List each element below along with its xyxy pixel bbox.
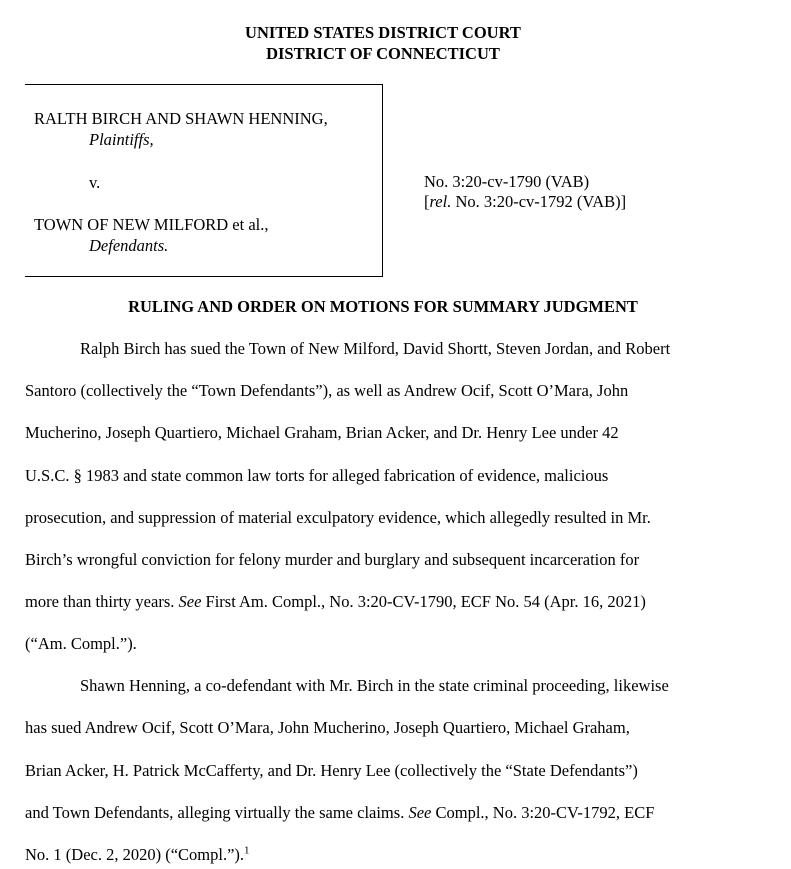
paragraph-line: more than thirty years. See First Am. Compl., No. 3:20-CV-1790, ECF No. 54 (Apr. 16, 2021) [25,592,646,611]
footnote-reference[interactable]: 1 [244,844,250,857]
court-district: DISTRICT OF CONNECTICUT [266,44,500,63]
paragraph-line: Birch’s wrongful conviction for felony murder and burglary and subsequent incarceration for [25,550,640,569]
paragraph-line: Santoro (collectively the “Town Defendants”), as well as Andrew Ocif, Scott O’Mara, John [25,381,629,400]
see-signal: See [408,803,432,822]
case-number: No. 3:20-cv-1790 (VAB) [424,172,590,191]
ruling-title: RULING AND ORDER ON MOTIONS FOR SUMMARY JUDGMENT [128,297,638,316]
case-number-block [424,172,626,212]
paragraph-line: and Town Defendants, alleging virtually the same claims. See Compl., No. 3:20-CV-1792, ECF [25,803,655,822]
defendants-names: TOWN OF NEW MILFORD et al., [34,215,269,234]
court-header [0,22,766,64]
defendants-role: Defendants. [89,236,169,255]
paragraph-line: Shawn Henning, a co-defendant with Mr. Birch in the state criminal proceeding, likewise [80,676,669,695]
paragraph-line: has sued Andrew Ocif, Scott O’Mara, John Mucherino, Joseph Quartiero, Michael Graham, [25,718,630,737]
case-caption-box [25,84,383,277]
paragraph-line: Ralph Birch has sued the Town of New Milford, David Shortt, Steven Jordan, and Robert [80,339,671,358]
see-signal: See [178,592,202,611]
related-case-number: [rel. No. 3:20-cv-1792 (VAB)] [424,192,627,211]
paragraph-line: Mucherino, Joseph Quartiero, Michael Graham, Brian Acker, and Dr. Henry Lee under 42 [25,423,619,442]
paragraph-line: Brian Acker, H. Patrick McCafferty, and Dr. Henry Lee (collectively the “State Defendants”) [25,761,638,780]
plaintiffs-role: Plaintiffs, [89,130,154,149]
court-name: UNITED STATES DISTRICT COURT [245,23,521,42]
paragraph-line: (“Am. Compl.”). [25,634,137,653]
paragraph-line: U.S.C. § 1983 and state common law torts for alleged fabrication of evidence, malicious [25,466,609,485]
versus-label: v. [89,173,101,192]
paragraph-line: prosecution, and suppression of material exculpatory evidence, which allegedly resulted in Mr. [25,508,651,527]
paragraph-line: No. 1 (Dec. 2, 2020) (“Compl.”).$^1$ [25,844,250,864]
plaintiffs-names: RALTH BIRCH AND SHAWN HENNING, [34,109,328,128]
